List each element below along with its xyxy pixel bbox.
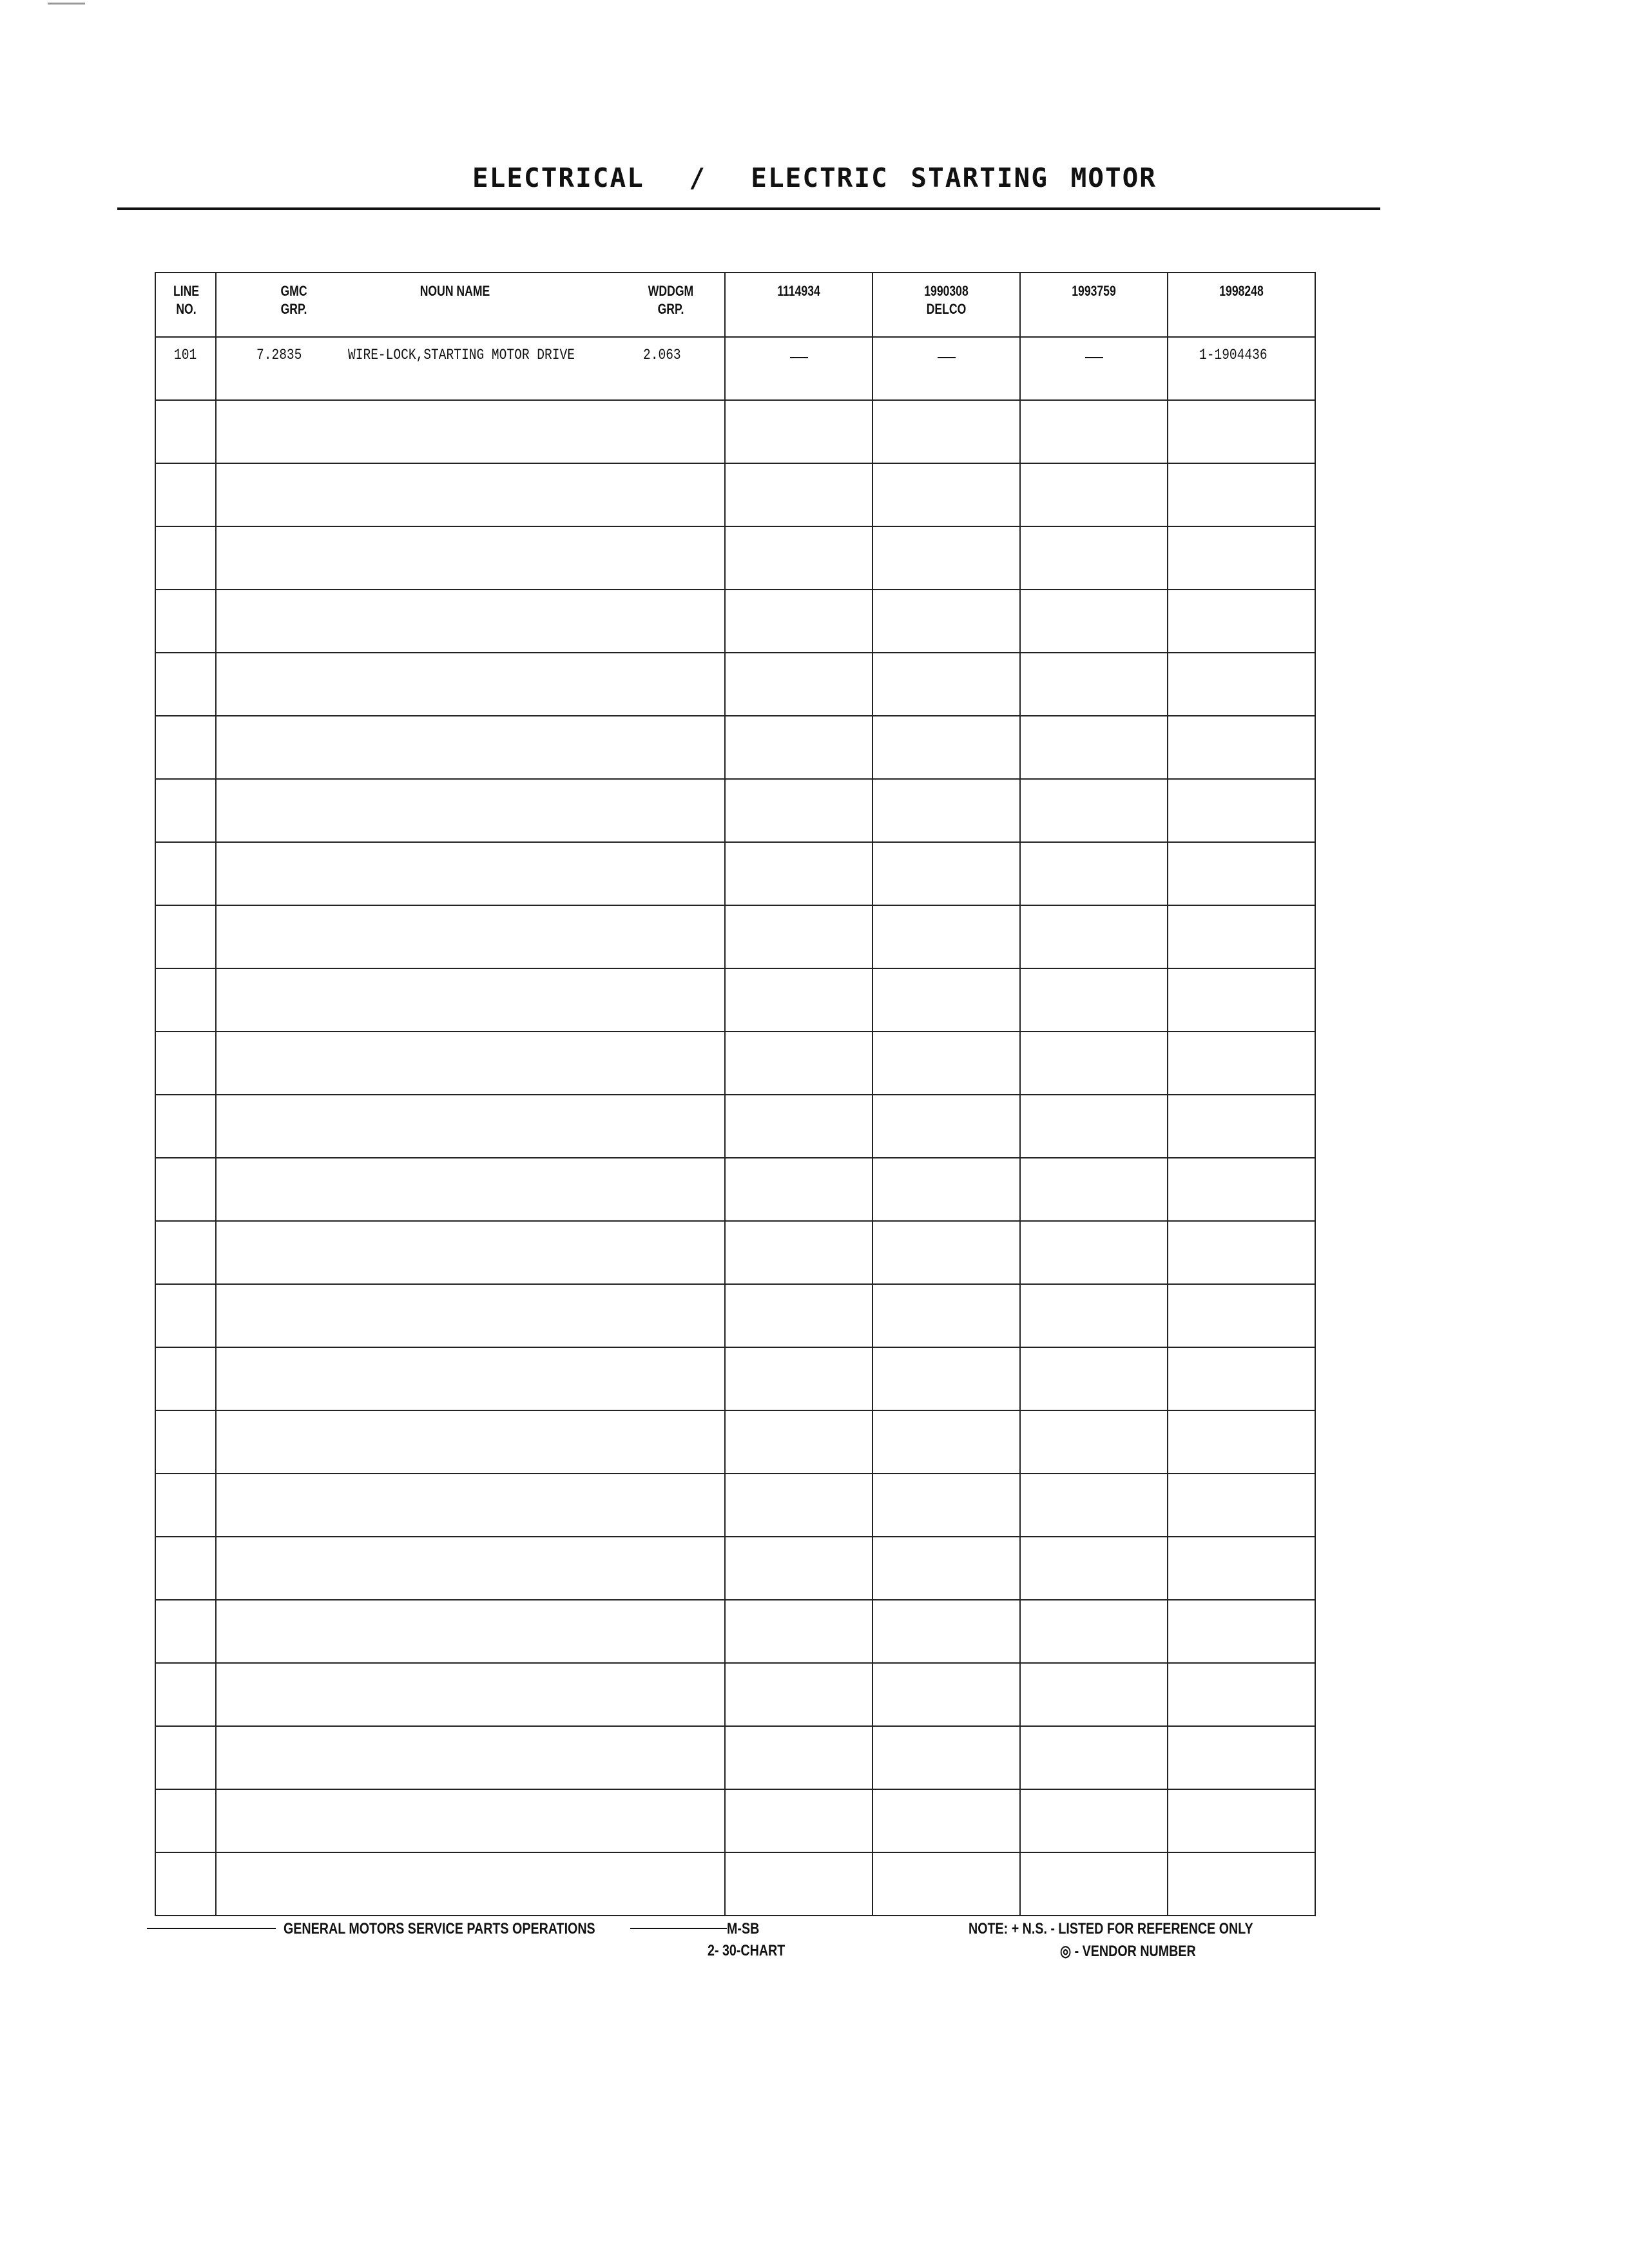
model-cell-2 bbox=[872, 463, 1020, 526]
model-cell-2 bbox=[872, 1852, 1020, 1916]
line-no: 101 bbox=[174, 347, 197, 363]
table-row bbox=[155, 779, 1315, 842]
description-cell bbox=[216, 463, 725, 526]
model-cell-2 bbox=[872, 842, 1020, 905]
model-cell-3 bbox=[1020, 1726, 1168, 1789]
noun-name-header: NOUN NAME bbox=[419, 283, 490, 299]
model-cell-1 bbox=[725, 1347, 872, 1410]
table-row bbox=[155, 400, 1315, 463]
model-cell-2 bbox=[872, 1347, 1020, 1410]
description-header bbox=[216, 273, 725, 337]
model-cell-4 bbox=[1168, 1600, 1315, 1663]
model-cell-1 bbox=[725, 1600, 872, 1663]
model-cell-4 bbox=[1168, 463, 1315, 526]
model-cell-1 bbox=[725, 653, 872, 716]
noun-name: WIRE-LOCK,STARTING MOTOR DRIVE bbox=[348, 347, 575, 363]
model-cell-2 bbox=[872, 337, 1020, 400]
model-cell-4 bbox=[1168, 1474, 1315, 1537]
model-cell-4 bbox=[1168, 400, 1315, 463]
model-cell-4 bbox=[1168, 1663, 1315, 1726]
line-no-cell bbox=[155, 1221, 216, 1284]
gmc-grp-header-l1: GMC bbox=[280, 283, 307, 299]
model-cell-3 bbox=[1020, 905, 1168, 968]
model-cell-4 bbox=[1168, 1789, 1315, 1852]
model-cell-4 bbox=[1168, 1032, 1315, 1095]
table-row bbox=[155, 1663, 1315, 1726]
line-no-cell bbox=[155, 905, 216, 968]
not-applicable-dash bbox=[790, 357, 808, 358]
wddgm-grp-header-l1: WDDGM bbox=[648, 283, 694, 299]
model-cell-4 bbox=[1168, 1537, 1315, 1600]
model-cell-4 bbox=[1168, 1095, 1315, 1158]
footer-code: M-SB bbox=[727, 1920, 760, 1937]
table-row bbox=[155, 1284, 1315, 1347]
model-cell-3 bbox=[1020, 1221, 1168, 1284]
line-no-header bbox=[155, 273, 216, 337]
description-cell bbox=[216, 1600, 725, 1663]
not-applicable-dash bbox=[1085, 357, 1103, 358]
footer-rule-mid bbox=[630, 1928, 727, 1929]
line-no-cell bbox=[155, 337, 216, 400]
table-row bbox=[155, 1032, 1315, 1095]
footer-note-line1: NOTE: + N.S. - LISTED FOR REFERENCE ONLY bbox=[969, 1920, 1253, 1937]
table-row bbox=[155, 1221, 1315, 1284]
model-cell-4 bbox=[1168, 968, 1315, 1032]
description-cell bbox=[216, 968, 725, 1032]
line-no-cell bbox=[155, 590, 216, 653]
table-row bbox=[155, 526, 1315, 590]
line-no-cell bbox=[155, 653, 216, 716]
model-cell-2 bbox=[872, 526, 1020, 590]
description-cell bbox=[216, 905, 725, 968]
wddgm-grp-header-l2: GRP. bbox=[657, 301, 684, 317]
model-cell-2 bbox=[872, 1095, 1020, 1158]
model-cell-3 bbox=[1020, 1663, 1168, 1726]
model-cell-3 bbox=[1020, 1032, 1168, 1095]
table-row bbox=[155, 1158, 1315, 1221]
model-cell-3 bbox=[1020, 1600, 1168, 1663]
model-cell-2 bbox=[872, 1600, 1020, 1663]
model-cell-1 bbox=[725, 1095, 872, 1158]
not-applicable-dash bbox=[938, 357, 956, 358]
model-cell-2 bbox=[872, 905, 1020, 968]
model-cell-2 bbox=[872, 1726, 1020, 1789]
description-cell bbox=[216, 1663, 725, 1726]
model-cell-2 bbox=[872, 1410, 1020, 1474]
model-cell-3 bbox=[1020, 1537, 1168, 1600]
model-number: 1114934 bbox=[777, 283, 820, 299]
line-no-cell bbox=[155, 1158, 216, 1221]
model-cell-3 bbox=[1020, 842, 1168, 905]
model-cell-4 bbox=[1168, 526, 1315, 590]
model-cell-4 bbox=[1168, 337, 1315, 400]
model-cell-1 bbox=[725, 1663, 872, 1726]
model-header-3 bbox=[1020, 273, 1168, 337]
model-cell-4 bbox=[1168, 716, 1315, 779]
model-cell-1 bbox=[725, 1158, 872, 1221]
model-cell-1 bbox=[725, 905, 872, 968]
model-cell-2 bbox=[872, 1284, 1020, 1347]
wddgm-grp: 2.063 bbox=[643, 347, 681, 363]
table-row bbox=[155, 905, 1315, 968]
model-cell-3 bbox=[1020, 463, 1168, 526]
model-cell-2 bbox=[872, 1158, 1020, 1221]
model-cell-1 bbox=[725, 463, 872, 526]
model-cell-3 bbox=[1020, 526, 1168, 590]
model-cell-2 bbox=[872, 653, 1020, 716]
line-no-header-l1: LINE bbox=[173, 283, 200, 299]
model-cell-3 bbox=[1020, 653, 1168, 716]
table-row bbox=[155, 1852, 1315, 1916]
model-cell-3 bbox=[1020, 1095, 1168, 1158]
model-cell-2 bbox=[872, 1221, 1020, 1284]
model-cell-3 bbox=[1020, 968, 1168, 1032]
model-cell-1 bbox=[725, 968, 872, 1032]
line-no-cell bbox=[155, 1032, 216, 1095]
description-cell bbox=[216, 779, 725, 842]
model-header-2 bbox=[872, 273, 1020, 337]
model-cell-3 bbox=[1020, 779, 1168, 842]
model-cell-1 bbox=[725, 1284, 872, 1347]
model-cell-4 bbox=[1168, 779, 1315, 842]
model-cell-4 bbox=[1168, 1347, 1315, 1410]
description-cell bbox=[216, 526, 725, 590]
model-cell-1 bbox=[725, 337, 872, 400]
line-no-cell bbox=[155, 1410, 216, 1474]
line-no-cell bbox=[155, 716, 216, 779]
table-row bbox=[155, 590, 1315, 653]
table-row bbox=[155, 1789, 1315, 1852]
model-cell-3 bbox=[1020, 1284, 1168, 1347]
table-row bbox=[155, 1474, 1315, 1537]
model-cell-1 bbox=[725, 1474, 872, 1537]
line-no-cell bbox=[155, 1600, 216, 1663]
line-no-cell bbox=[155, 1726, 216, 1789]
description-cell bbox=[216, 400, 725, 463]
description-cell bbox=[216, 1789, 725, 1852]
line-no-header-l2: NO. bbox=[176, 301, 197, 317]
model-number: 1990308 bbox=[924, 283, 969, 299]
description-cell bbox=[216, 1410, 725, 1474]
description-cell bbox=[216, 337, 725, 400]
model-cell-1 bbox=[725, 1032, 872, 1095]
footer-rule-left bbox=[147, 1928, 276, 1929]
footer-note-line2: ◎ - VENDOR NUMBER bbox=[1060, 1943, 1196, 1960]
table-row bbox=[155, 1600, 1315, 1663]
model-cell-4 bbox=[1168, 590, 1315, 653]
line-no-cell bbox=[155, 1284, 216, 1347]
table-row bbox=[155, 1095, 1315, 1158]
model-header-4 bbox=[1168, 273, 1315, 337]
model-cell-1 bbox=[725, 590, 872, 653]
table-row bbox=[155, 1347, 1315, 1410]
description-cell bbox=[216, 716, 725, 779]
model-cell-4 bbox=[1168, 1726, 1315, 1789]
description-cell bbox=[216, 1158, 725, 1221]
line-no-cell bbox=[155, 779, 216, 842]
model-sub: DELCO bbox=[926, 301, 967, 317]
model-cell-3 bbox=[1020, 337, 1168, 400]
model-cell-2 bbox=[872, 590, 1020, 653]
model-cell-1 bbox=[725, 526, 872, 590]
line-no-cell bbox=[155, 1789, 216, 1852]
description-cell bbox=[216, 653, 725, 716]
model-cell-4 bbox=[1168, 1284, 1315, 1347]
model-cell-1 bbox=[725, 1410, 872, 1474]
description-cell bbox=[216, 1852, 725, 1916]
description-cell bbox=[216, 1032, 725, 1095]
model-number: 1993759 bbox=[1072, 283, 1116, 299]
model-cell-1 bbox=[725, 1537, 872, 1600]
model-cell-1 bbox=[725, 1221, 872, 1284]
line-no-cell bbox=[155, 400, 216, 463]
line-no-cell bbox=[155, 1663, 216, 1726]
model-cell-3 bbox=[1020, 716, 1168, 779]
model-number: 1998248 bbox=[1219, 283, 1264, 299]
table-row bbox=[155, 1726, 1315, 1789]
description-cell bbox=[216, 1347, 725, 1410]
table-row bbox=[155, 968, 1315, 1032]
table-row bbox=[155, 1410, 1315, 1474]
description-cell bbox=[216, 842, 725, 905]
description-cell bbox=[216, 1095, 725, 1158]
table-row bbox=[155, 716, 1315, 779]
header-row bbox=[155, 273, 1315, 337]
model-header-1 bbox=[725, 273, 872, 337]
line-no-cell bbox=[155, 1347, 216, 1410]
footer-publisher: GENERAL MOTORS SERVICE PARTS OPERATIONS bbox=[284, 1920, 595, 1937]
table-row bbox=[155, 653, 1315, 716]
description-cell bbox=[216, 1474, 725, 1537]
description-cell bbox=[216, 1221, 725, 1284]
line-no-cell bbox=[155, 1852, 216, 1916]
table-row bbox=[155, 337, 1315, 400]
model-cell-2 bbox=[872, 1474, 1020, 1537]
model-cell-1 bbox=[725, 1852, 872, 1916]
model-cell-1 bbox=[725, 779, 872, 842]
model-cell-2 bbox=[872, 779, 1020, 842]
model-cell-3 bbox=[1020, 1852, 1168, 1916]
model-cell-4 bbox=[1168, 653, 1315, 716]
model-cell-4 bbox=[1168, 1852, 1315, 1916]
model-cell-3 bbox=[1020, 1347, 1168, 1410]
line-no-cell bbox=[155, 842, 216, 905]
model-cell-4 bbox=[1168, 1158, 1315, 1221]
model-cell-4 bbox=[1168, 905, 1315, 968]
line-no-cell bbox=[155, 463, 216, 526]
part-number: 1-1904436 bbox=[1199, 347, 1268, 363]
model-cell-1 bbox=[725, 842, 872, 905]
model-cell-1 bbox=[725, 1726, 872, 1789]
page-title: ELECTRICAL / ELECTRIC STARTING MOTOR bbox=[472, 162, 1157, 193]
model-cell-2 bbox=[872, 1537, 1020, 1600]
line-no-cell bbox=[155, 526, 216, 590]
model-cell-1 bbox=[725, 1789, 872, 1852]
title-rule bbox=[117, 207, 1380, 210]
model-cell-1 bbox=[725, 716, 872, 779]
parts-table bbox=[155, 272, 1316, 1916]
model-cell-2 bbox=[872, 968, 1020, 1032]
line-no-cell bbox=[155, 1474, 216, 1537]
model-cell-3 bbox=[1020, 590, 1168, 653]
model-cell-2 bbox=[872, 716, 1020, 779]
gmc-grp: 7.2835 bbox=[256, 347, 302, 363]
description-cell bbox=[216, 1726, 725, 1789]
model-cell-2 bbox=[872, 1789, 1020, 1852]
model-cell-2 bbox=[872, 1663, 1020, 1726]
table-row bbox=[155, 842, 1315, 905]
model-cell-4 bbox=[1168, 1221, 1315, 1284]
table-row bbox=[155, 1537, 1315, 1600]
description-cell bbox=[216, 1537, 725, 1600]
model-cell-3 bbox=[1020, 1410, 1168, 1474]
model-cell-3 bbox=[1020, 1474, 1168, 1537]
model-cell-3 bbox=[1020, 1789, 1168, 1852]
gmc-grp-header-l2: GRP. bbox=[280, 301, 307, 317]
model-cell-2 bbox=[872, 400, 1020, 463]
model-cell-4 bbox=[1168, 1410, 1315, 1474]
model-cell-2 bbox=[872, 1032, 1020, 1095]
model-cell-3 bbox=[1020, 1158, 1168, 1221]
line-no-cell bbox=[155, 1537, 216, 1600]
footer-page-ref: 2- 30-CHART bbox=[708, 1942, 786, 1959]
scan-corner-mark bbox=[48, 3, 85, 5]
table-row bbox=[155, 463, 1315, 526]
description-cell bbox=[216, 1284, 725, 1347]
model-cell-4 bbox=[1168, 842, 1315, 905]
line-no-cell bbox=[155, 968, 216, 1032]
line-no-cell bbox=[155, 1095, 216, 1158]
description-cell bbox=[216, 590, 725, 653]
model-cell-3 bbox=[1020, 400, 1168, 463]
model-cell-1 bbox=[725, 400, 872, 463]
